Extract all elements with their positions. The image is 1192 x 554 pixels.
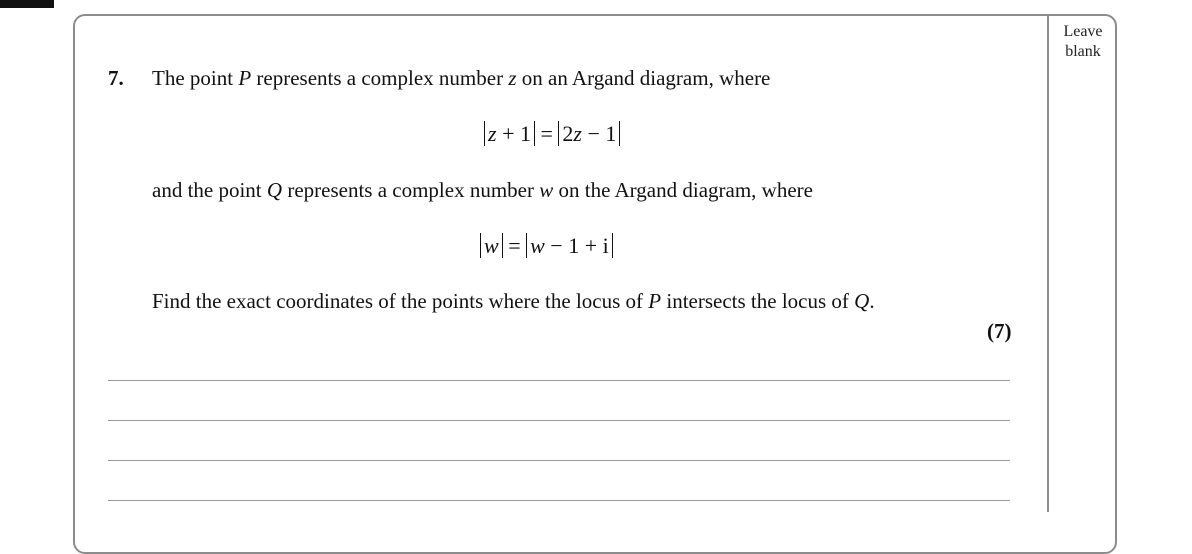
answer-line[interactable] bbox=[108, 460, 1010, 461]
answer-frame bbox=[73, 14, 1117, 554]
marks-label: (7) bbox=[987, 319, 1012, 343]
question-number: 7. bbox=[108, 66, 124, 90]
question-line-1: The point P represents a complex number z on an Argand diagram, where bbox=[152, 66, 771, 90]
question-line-2: and the point Q represents a complex number w on the Argand diagram, where bbox=[152, 178, 813, 202]
margin-divider bbox=[1047, 15, 1049, 512]
question-line-3: Find the exact coordinates of the points where the locus of P intersects the locus of Q. bbox=[152, 289, 875, 313]
equation-locus-q: w = w − 1 + i bbox=[480, 233, 613, 259]
answer-line[interactable] bbox=[108, 500, 1010, 501]
leave-blank-label: Leave blank bbox=[1063, 23, 1103, 60]
page-corner-bar bbox=[0, 0, 54, 8]
equation-locus-p: z + 1 = 2z − 1 bbox=[484, 121, 620, 147]
answer-line[interactable] bbox=[108, 380, 1010, 381]
answer-line[interactable] bbox=[108, 420, 1010, 421]
